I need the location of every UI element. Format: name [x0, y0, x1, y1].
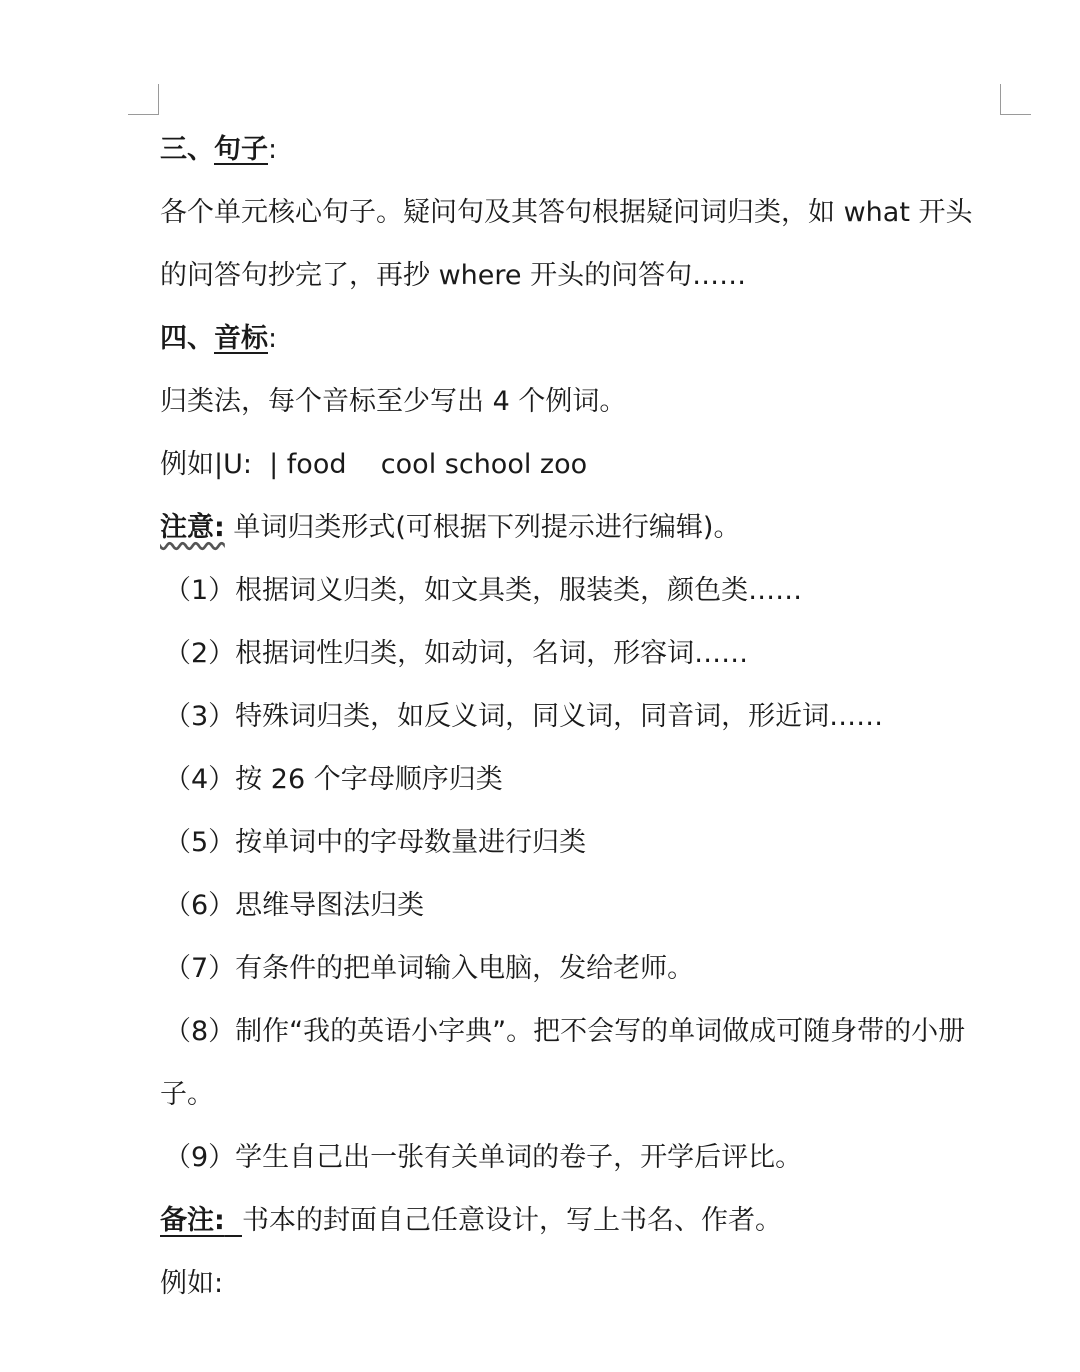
note-item-1: （1）根据词义归类，如文具类，服装类，颜色类…… [164, 575, 803, 606]
note-item-5: （5）按单词中的字母数量进行归类 [164, 827, 587, 858]
section-4-number: 四、 [160, 323, 214, 354]
note-item-8: （8）制作“我的英语小字典”。把不会写的单词做成可随身带的小册 [164, 1016, 966, 1047]
remark-underline-gap [225, 1205, 242, 1236]
section-3-paragraph-line-1: 各个单元核心句子。疑问句及其答句根据疑问词归类，如 what 开头 [160, 197, 973, 228]
note-item-2: （2）根据词性归类，如动词，名词，形容词…… [164, 638, 749, 669]
section-4-paragraph: 归类法，每个音标至少写出 4 个例词。 [160, 386, 627, 417]
document-body [160, 118, 1020, 1315]
remark-line [160, 1189, 1020, 1252]
section-4-heading [160, 307, 1020, 370]
note-line [160, 496, 1020, 559]
section-3-title: 句子 [214, 134, 268, 165]
page-corner-mark-top-left [128, 84, 159, 115]
note-label: 注意: [160, 512, 225, 543]
remark-text: 书本的封面自己任意设计，写上书名、作者。 [241, 1205, 782, 1236]
note-item-6: （6）思维导图法归类 [164, 890, 425, 921]
example-label: 例如: [160, 1268, 224, 1299]
page-corner-mark-top-right [1000, 84, 1031, 115]
section-4-colon: : [268, 323, 278, 354]
phonetic-example: 例如|U: | food cool school zoo [160, 449, 588, 480]
section-3-heading [160, 118, 1020, 181]
section-3-number: 三、 [160, 134, 214, 165]
section-3-colon: : [268, 134, 278, 165]
note-item-8-continuation: 子。 [160, 1079, 214, 1110]
note-item-3: （3）特殊词归类，如反义词，同义词，同音词，形近词…… [164, 701, 884, 732]
note-text: 单词归类形式(可根据下列提示进行编辑)。 [224, 512, 741, 543]
note-item-9: （9）学生自己出一张有关单词的卷子，开学后评比。 [164, 1142, 803, 1173]
section-4-title: 音标 [214, 323, 268, 354]
section-3-paragraph-line-2: 的问答句抄完了，再抄 where 开头的问答句…… [160, 260, 747, 291]
remark-label: 备注: [160, 1205, 225, 1236]
note-item-7: （7）有条件的把单词输入电脑，发给老师。 [164, 953, 695, 984]
note-item-4: （4）按 26 个字母顺序归类 [164, 764, 503, 795]
